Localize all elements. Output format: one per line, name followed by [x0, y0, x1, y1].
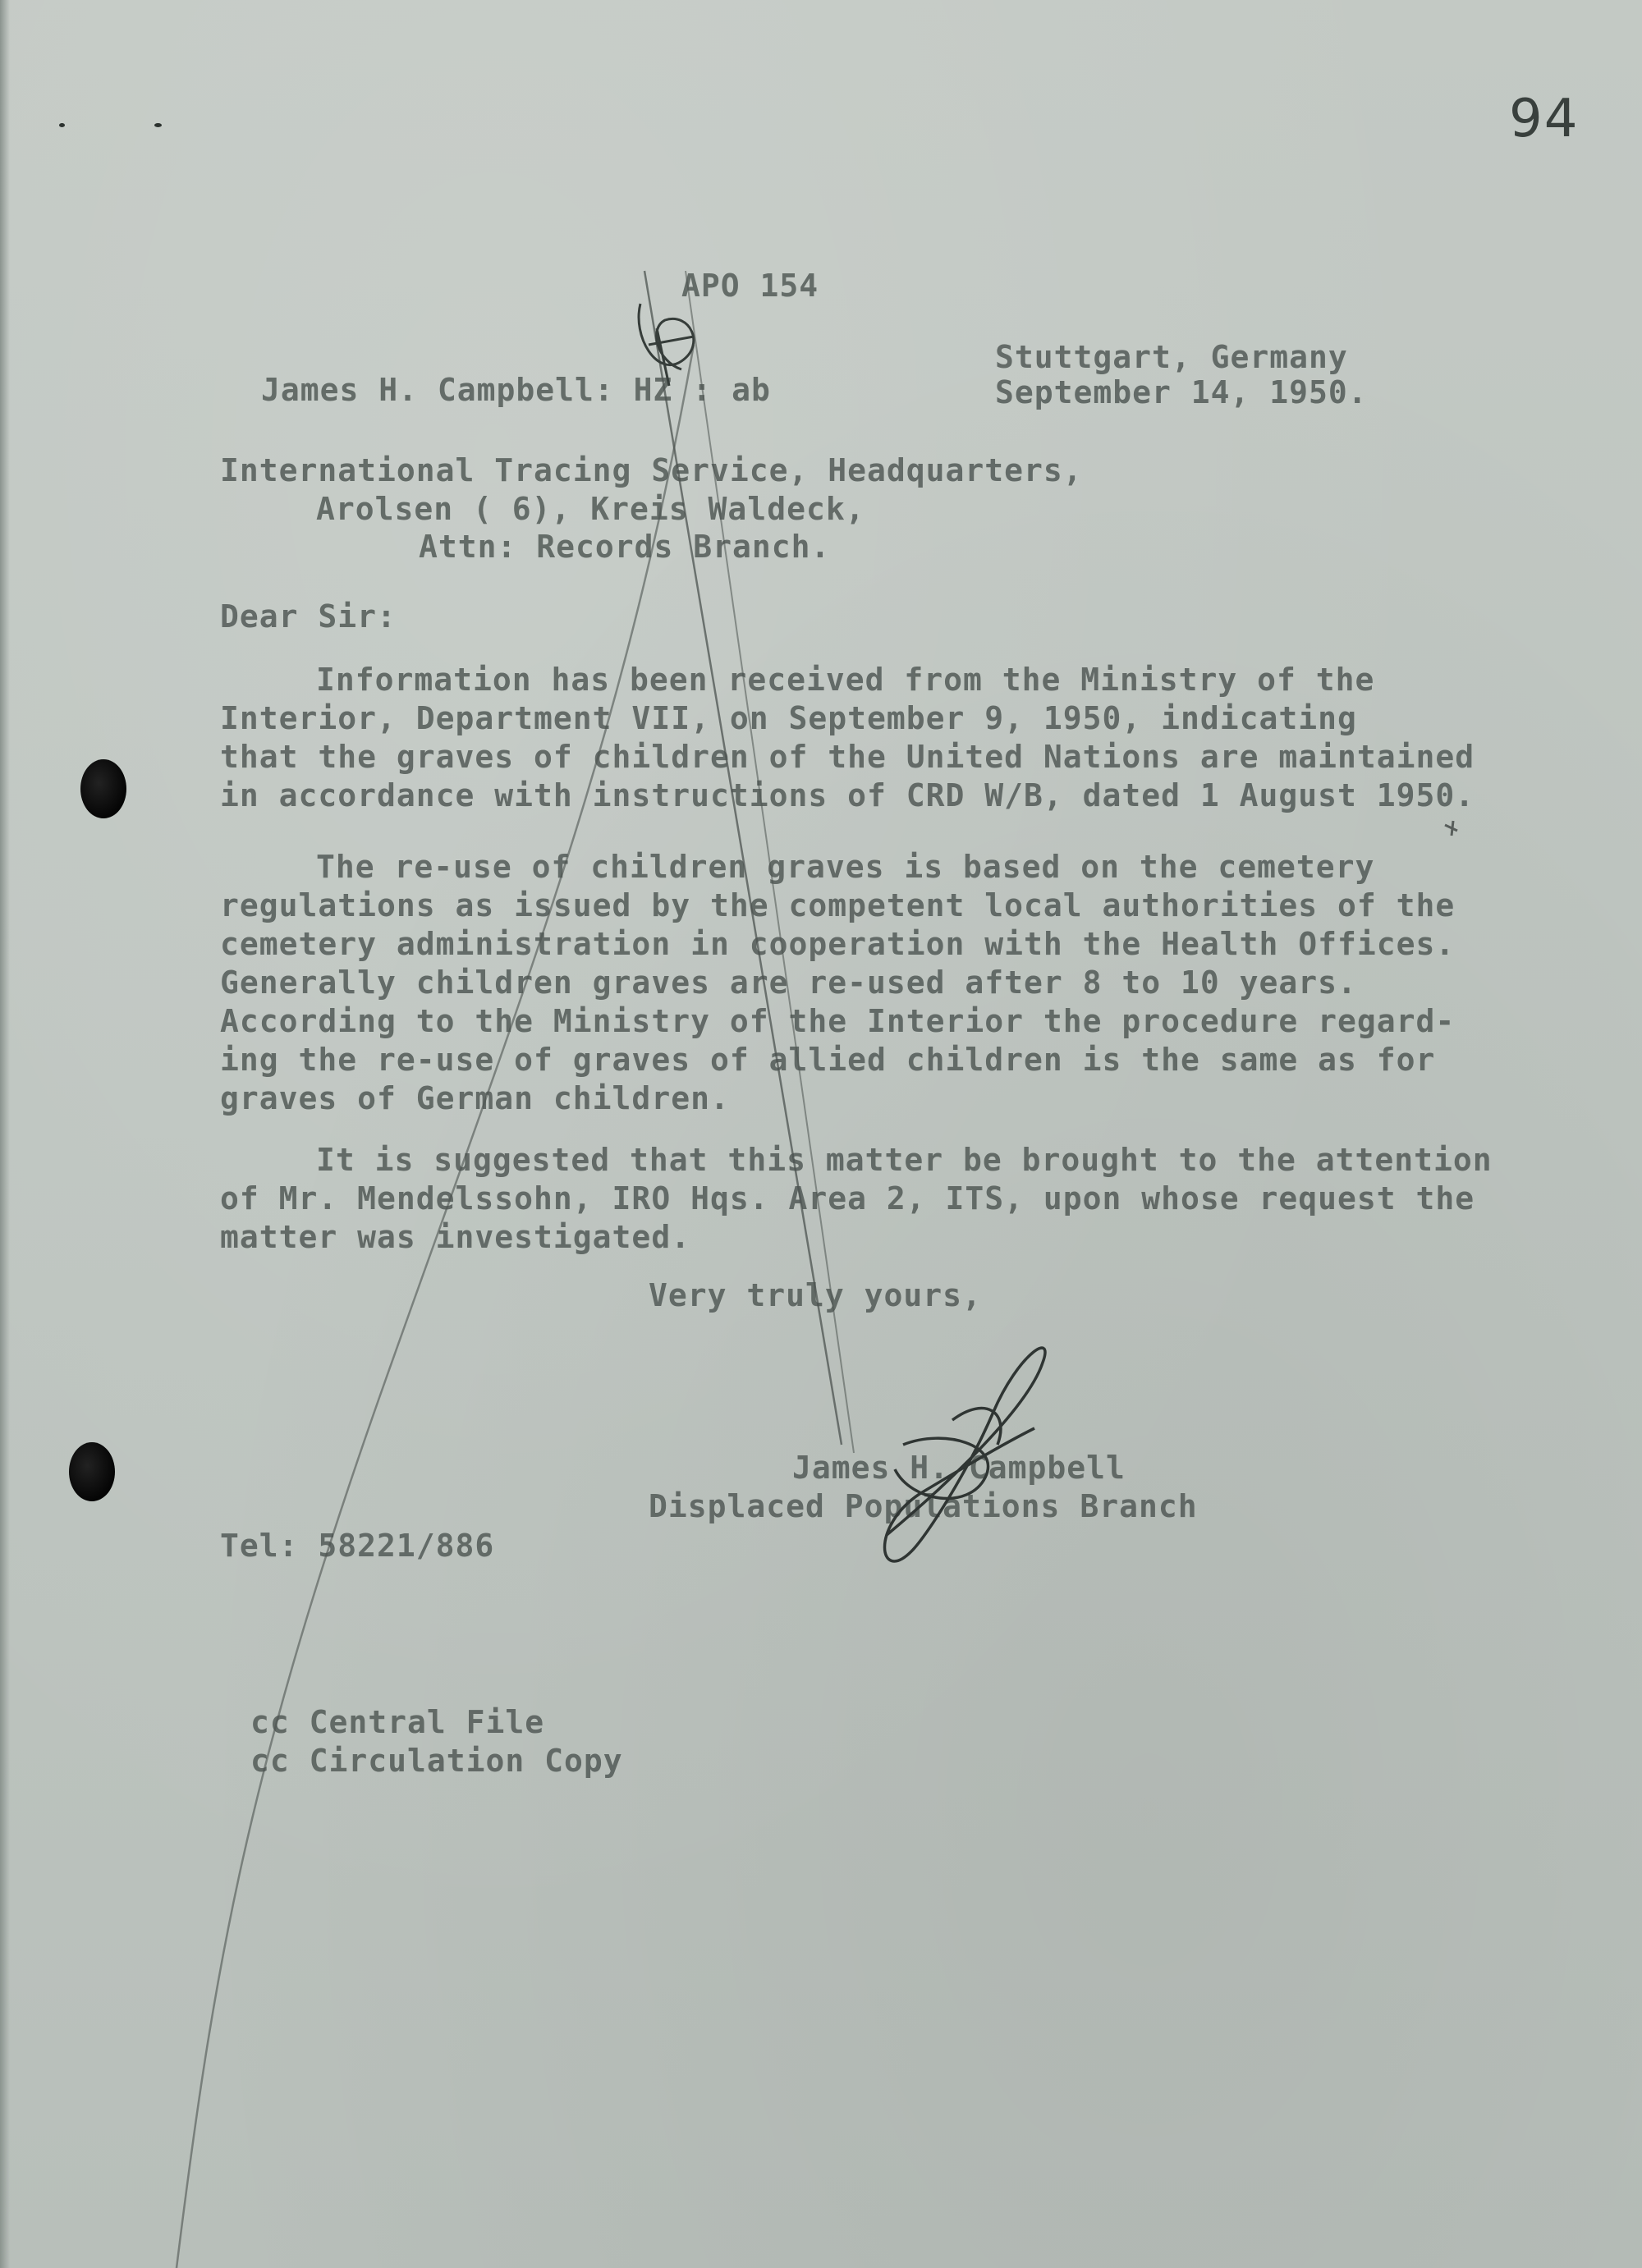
signatory-name: James H. Campbell [792, 1450, 1126, 1486]
paper-edge-shadow [0, 0, 10, 2268]
addressee-line: International Tracing Service, Headquarters, [220, 452, 1083, 488]
body-line: According to the Ministry of the Interior the procedure regard- [220, 1003, 1456, 1039]
addressee-line: Attn: Records Branch. [419, 529, 831, 565]
body-line: that the graves of children of the United Nations are maintained [220, 739, 1475, 775]
signatory-title: Displaced Populations Branch [649, 1488, 1198, 1524]
body-line: Information has been received from the Ministry of the [316, 662, 1375, 698]
body-line: regulations as issued by the competent local authorities of the [220, 887, 1456, 923]
body-line: Interior, Department VII, on September 9, 1950, indicating [220, 700, 1357, 736]
cc-line: cc Central File [250, 1704, 545, 1740]
punch-hole-top [80, 759, 126, 818]
body-line: ing the re-use of graves of allied children is the same as for [220, 1042, 1436, 1078]
body-line: cemetery administration in cooperation with the Health Offices. [220, 926, 1456, 962]
body-line: graves of German children. [220, 1080, 730, 1116]
telephone-reference: Tel: 58221/886 [220, 1528, 495, 1564]
body-line: in accordance with instructions of CRD W/B, dated 1 August 1950. [220, 777, 1475, 813]
reference-initials: James H. Campbell: HZ : ab [261, 372, 771, 408]
addressee-line: Arolsen ( 6), Kreis Waldeck, [316, 491, 865, 527]
body-line: matter was investigated. [220, 1219, 691, 1255]
salutation: Dear Sir: [220, 598, 397, 635]
cc-line: cc Circulation Copy [250, 1743, 623, 1779]
letter-place: Stuttgart, Germany [995, 339, 1348, 375]
punch-hole-bottom [69, 1442, 115, 1501]
ink-speck [59, 123, 65, 127]
body-line: Generally children graves are re-used after 8 to 10 years. [220, 964, 1357, 1001]
body-line: of Mr. Mendelssohn, IRO Hqs. Area 2, ITS, upon whose request the [220, 1180, 1475, 1216]
letter-date: September 14, 1950. [995, 374, 1368, 410]
body-line: The re-use of children graves is based on the cemetery [316, 849, 1375, 885]
ink-speck [154, 123, 162, 127]
page-number: 94 [1509, 89, 1580, 149]
pencil-tick [1445, 821, 1457, 836]
complimentary-close: Very truly yours, [649, 1277, 982, 1313]
body-line: It is suggested that this matter be brought to the attention [316, 1142, 1493, 1178]
apo-number: APO 154 [681, 268, 819, 304]
